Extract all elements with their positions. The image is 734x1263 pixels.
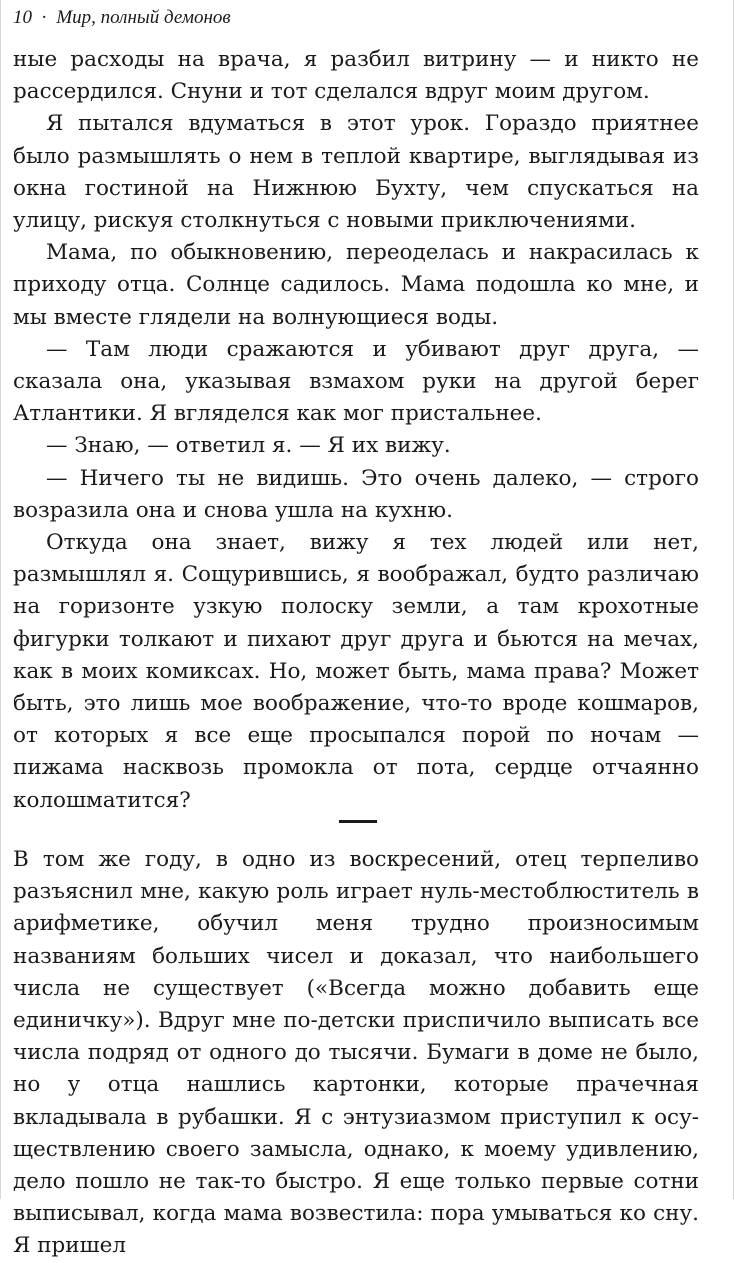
paragraph: Мама, по обыкновению, переоделась и накрасилась к приходу отца. Солнце садилось. Мама подошла ко мне, и мы вместе глядели на волнующиеся воды.: [13, 240, 699, 330]
book-title: Мир, полный демонов: [56, 7, 231, 28]
body-text-section-1: [13, 44, 699, 817]
dialogue-paragraph: — Ничего ты не видишь. Это очень далеко, — строго возразила она и снова ушла на кухню.: [13, 465, 699, 523]
paragraph: В том же году, в одно из воскресений, отец терпеливо разъяснил мне, какую роль играет нуль-местоблюститель в арифметике, обучил меня трудно произносимым названиям больших чисел и доказал, что наибольшего числа не существует («Всегда можно добавить еще единичку»). Вдруг мне по-детски приспичило выписать все числа подряд от одного до тысячи. Бумаги в доме не было, но у отца нашлись картонки, которые прачечная вкладывала в рубашки. Я с энтузиазмом приступил к осуществлению своего замысла, однако, к моему удивлению, дело пошло не так-то быстро. Я еще только первые сотни выписывал, когда мама возвестила: пора умываться ко сну. Я пришел: [13, 847, 699, 1259]
dialogue-paragraph: — Знаю, — ответил я. — Я их вижу.: [46, 433, 451, 459]
running-header: [13, 6, 231, 30]
header-separator: ·: [41, 7, 48, 28]
paragraph: Откуда она знает, вижу я тех людей или нет, размышлял я. Сощурившись, я воображал, будто различаю на горизонте узкую полоску земли, а там крохотные фигурки толкают и пихают друг друга и бьются на мечах, как в моих комиксах. Но, может быть, мама права? Может быть, это лишь мое воображение, что-то вроде кошмаров, от которых я все еще просыпался порой по ночам — пижама насквозь промокла от пота, сердце отчаянно колошматится?: [13, 530, 699, 813]
section-divider: [339, 820, 377, 823]
paragraph: ные расходы на врача, я разбил витрину — и никто не рассердился. Снуни и тот сделался вдруг моим другом.: [13, 47, 699, 105]
body-text-section-2: [13, 844, 699, 1263]
page-number: 10: [13, 7, 32, 28]
paragraph: Я пытался вдуматься в этот урок. Гораздо приятнее было размышлять о нем в теплой квартире, выглядывая из окна гостиной на Нижнюю Бухту, чем спускаться на улицу, рискуя столкнуться с новыми приключениями.: [13, 111, 699, 234]
dialogue-paragraph: — Там люди сражаются и убивают друг друга, — сказала она, указывая взмахом руки на другой берег Атлантики. Я вгляделся как мог пристальнее.: [13, 336, 699, 427]
